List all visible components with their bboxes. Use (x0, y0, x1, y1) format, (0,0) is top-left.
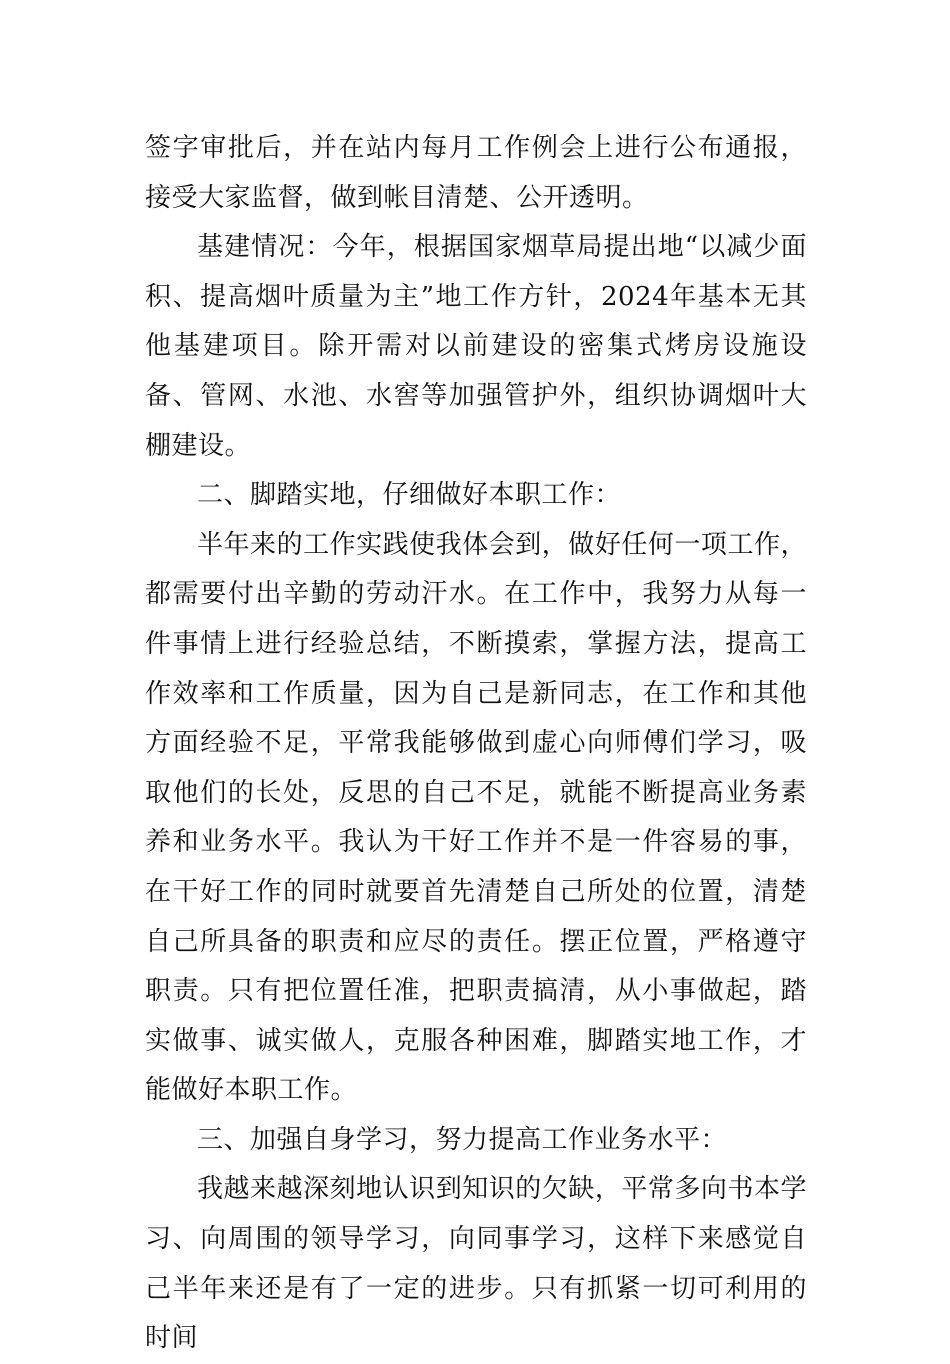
document-body (145, 124, 807, 1364)
paragraph-4: 我越来越深刻地认识到知识的欠缺，平常多向书本学习、向周围的领导学习，向同事学习，这样下来感觉自己半年来还是有了一定的进步。只有抓紧一切可利用的时间 (145, 1174, 807, 1354)
section-heading-3: 三、加强自身学习，努力提高工作业务水平： (197, 1124, 728, 1155)
paragraph-2: 基建情况：今年，根据国家烟草局提出地“以减少面积、提高烟叶质量为主”地工作方针，2024年基本无其他基建项目。除开需对以前建设的密集式烤房设施设备、管网、水池、水窖等加强管护外，组织协调烟叶大棚建设。 (145, 232, 807, 461)
paragraph-1: 签字审批后，并在站内每月工作例会上进行公布通报，接受大家监督，做到帐目清楚、公开透明。 (145, 133, 807, 213)
paragraph-3: 半年来的工作实践使我体会到，做好任何一项工作，都需要付出辛勤的劳动汗水。在工作中，我努力从每一件事情上进行经验总结，不断摸索，掌握方法，提高工作效率和工作质量，因为自己是新同志，在工作和其他方面经验不足，平常我能够做到虚心向师傅们学习，吸取他们的长处，反思的自己不足，就能不断提高业务素养和业务水平。我认为干好工作并不是一件容易的事，在干好工作的同时就要首先清楚自己所处的位置，清楚自己所具备的职责和应尽的责任。摆正位置，严格遵守职责。只有把位置任准，把职责搞清，从小事做起，踏实做事、诚实做人，克服各种困难，脚踏实地工作，才能做好本职工作。 (145, 529, 807, 1106)
section-heading-2: 二、脚踏实地，仔细做好本职工作： (197, 480, 622, 511)
